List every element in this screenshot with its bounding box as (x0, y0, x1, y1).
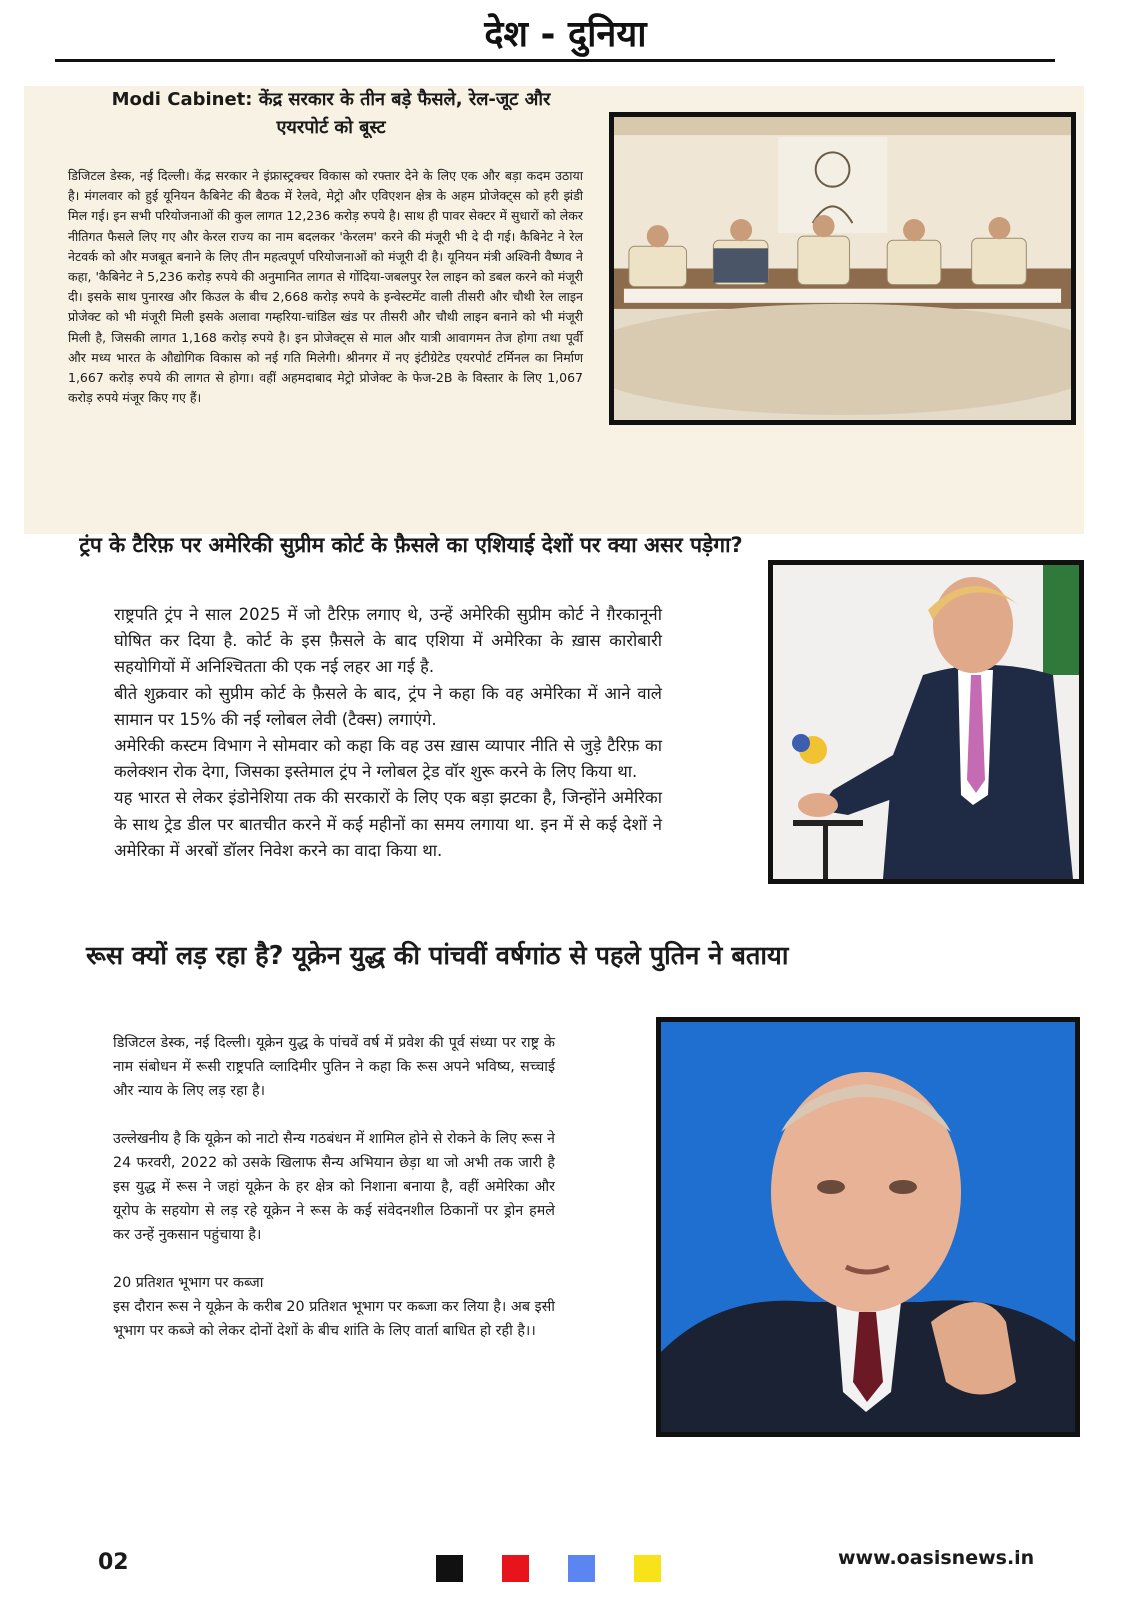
putin-photo (656, 1017, 1080, 1437)
article3-paragraph: डिजिटल डेस्क, नई दिल्ली। यूक्रेन युद्ध के पांचवें वर्ष में प्रवेश की पूर्व संध्या पर राष्ट्र के नाम संबोधन में रूसी राष्ट्रपति व्लादिमीर पुतिन ने कहा कि रूस अपने भविष्य, सच्चाई और न्याय के लिए लड़ रहा है। (113, 1035, 555, 1099)
article3-headline: रूस क्यों लड़ रहा है? यूक्रेन युद्ध की पांचवीं वर्षगांठ से पहले पुतिन ने बताया (86, 941, 789, 971)
article2-headline: ट्रंप के टैरिफ़ पर अमेरिकी सुप्रीम कोर्ट के फ़ैसले का एशियाई देशों पर क्या असर पड़ेगा? (79, 533, 743, 557)
color-swatch-yellow (634, 1555, 661, 1582)
article3-subheading: 20 प्रतिशत भूभाग पर कब्जा (113, 1275, 264, 1291)
color-swatch-black (436, 1555, 463, 1582)
article2-paragraph: राष्ट्रपति ट्रंप ने साल 2025 में जो टैरिफ़ लगाए थे, उन्हें अमेरिकी सुप्रीम कोर्ट ने ग़ैरकानूनी घोषित कर दिया है. कोर्ट के इस फ़ैसले के बाद एशिया में अमेरिका के ख़ास कारोबारी सहयोगियों में अनिश्चितता की एक नई लहर आ गई है. (114, 605, 662, 677)
article2-paragraph: अमेरिकी कस्टम विभाग ने सोमवार को कहा कि वह उस ख़ास व्यापार नीति से जुड़े टैरिफ़ का कलेक्शन रोक देगा, जिसका इस्तेमाल ट्रंप ने ग्लोबल ट्रेड वॉर शुरू करने के लिए किया था. (114, 736, 662, 782)
masthead-rule (55, 59, 1055, 62)
article1-headline: Modi Cabinet: केंद्र सरकार के तीन बड़े फैसले, रेल-जूट और एयरपोर्ट को बूस्ट (111, 89, 551, 138)
trump-photo (768, 560, 1084, 884)
cabinet-meeting-photo (609, 112, 1076, 425)
article3-paragraph: उल्लेखनीय है कि यूक्रेन को नाटो सैन्य गठबंधन में शामिल होने से रोकने के लिए रूस ने 24 फरवरी, 2022 को उसके खिलाफ सैन्य अभियान छेड़ा था जो अभी तक जारी है इस युद्ध में रूस ने जहां यूक्रेन के हर क्षेत्र को निशाना बनाया है, वहीं अमेरिका और यूरोप के सहयोग से लड़ रहे यूक्रेन ने रूस के कई संवेदनशील ठिकानों पर ड्रोन हमले कर उन्हें नुकसान पहुंचाया है। (113, 1131, 555, 1243)
color-swatch-red (502, 1555, 529, 1582)
color-swatch-blue (568, 1555, 595, 1582)
article2-paragraph: यह भारत से लेकर इंडोनेशिया तक की सरकारों के लिए एक बड़ा झटका है, जिन्होंने अमेरिका के साथ ट्रेड डील पर बातचीत करने में कई महीनों का समय लगाया था. इन में से कई देशों ने अमेरिका में अरबों डॉलर निवेश करने का वादा किया था. (114, 788, 662, 860)
article2-paragraph: बीते शुक्रवार को सुप्रीम कोर्ट के फ़ैसले के बाद, ट्रंप ने कहा कि वह अमेरिका में आने वाले सामान पर 15% की नई ग्लोबल लेवी (टैक्स) लगाएंगे. (114, 683, 662, 729)
website-link[interactable]: www.oasisnews.in (838, 1547, 1035, 1569)
article3-paragraph: इस दौरान रूस ने यूक्रेन के करीब 20 प्रतिशत भूभाग पर कब्जा कर लिया है। अब इसी भूभाग पर कब्जे को लेकर दोनों देशों के बीच शांति के लिए वार्ता बाधित हो रही है।। (113, 1299, 555, 1339)
article3-body (113, 1031, 555, 1343)
page-number: 02 (98, 1550, 129, 1575)
article1-body: डिजिटल डेस्क, नई दिल्ली। केंद्र सरकार ने इंफ्रास्ट्रक्चर विकास को रफ्तार देने के लिए एक और बड़ा कदम उठाया है। मंगलवार को हुई यूनियन कैबिनेट की बैठक में रेलवे, मेट्रो और एविएशन क्षेत्र के अहम प्रोजेक्ट्स को हरी झंडी मिल गई। इन सभी परियोजनाओं की कुल लागत 12,236 करोड़ रुपये है। साथ ही पावर सेक्टर में सुधारों को लेकर नीतिगत फैसले लिए गए और केरल राज्य का नाम बदलकर 'केरलम' करने की मंजूरी भी दे दी गई। कैबिनेट ने रेल नेटवर्क को और मजबूत बनाने के लिए तीन महत्वपूर्ण परियोजनाओं को मंजूरी दी है। यूनियन मंत्री अश्विनी वैष्णव ने कहा, 'कैबिनेट ने 5,236 करोड़ रुपये की अनुमानित लागत से गोंदिया-जबलपुर रेल लाइन को डबल करने को मंजूरी दी। इसके साथ पुनारख और किउल के बीच 2,668 करोड़ रुपये के इन्वेस्टमेंट वाली तीसरी और चौथी रेल लाइन प्रोजेक्ट को भी मंजूरी मिली इसके अलावा गम्हरिया-चांडिल खंड पर तीसरी और चौथी लाइन बनाने को भी मंजूरी मिली है, जिसकी लागत 1,168 करोड़ रुपये है। इन प्रोजेक्ट्स से माल और यात्री आवागमन तेज होगा तथा पूर्वी और मध्य भारत के औद्योगिक विकास को नई गति मिलेगी। श्रीनगर में नए इंटीग्रेटेड एयरपोर्ट टर्मिनल का निर्माण 1,667 करोड़ रुपये की लागत से होगा। वहीं अहमदाबाद मेट्रो प्रोजेक्ट के फेज-2B के विस्तार के लिए 1,067 करोड़ रुपये मंजूर किए गए हैं। (68, 168, 583, 406)
article2-body (114, 602, 662, 864)
masthead-title: देश - दुनिया (484, 14, 647, 55)
